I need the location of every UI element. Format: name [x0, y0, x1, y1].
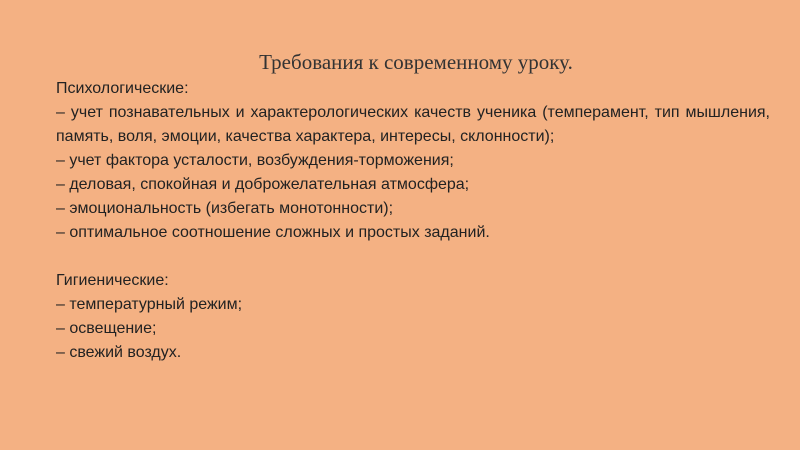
psychological-item: – учет фактора усталости, возбуждения-торможения;: [56, 152, 454, 169]
slide-title: Требования к современному уроку.: [259, 50, 573, 74]
psychological-item: – деловая, спокойная и доброжелательная атмосфера;: [56, 176, 470, 193]
psychological-item: – учет познавательных и характерологических качеств ученика (темперамент, тип мышления, память, воля, эмоции, качества характера, интересы, склонности);: [56, 104, 770, 145]
psychological-heading: Психологические:: [56, 80, 189, 97]
psychological-item: – эмоциональность (избегать монотонности);: [56, 200, 394, 217]
slide-body: [56, 77, 770, 365]
section-spacer: [56, 245, 770, 269]
psychological-item: – оптимальное соотношение сложных и простых заданий.: [56, 224, 490, 241]
hygienic-item: – освещение;: [56, 320, 157, 337]
hygienic-item: – свежий воздух.: [56, 344, 182, 361]
hygienic-item: – температурный режим;: [56, 296, 243, 313]
hygienic-heading: Гигиенические:: [56, 272, 169, 289]
